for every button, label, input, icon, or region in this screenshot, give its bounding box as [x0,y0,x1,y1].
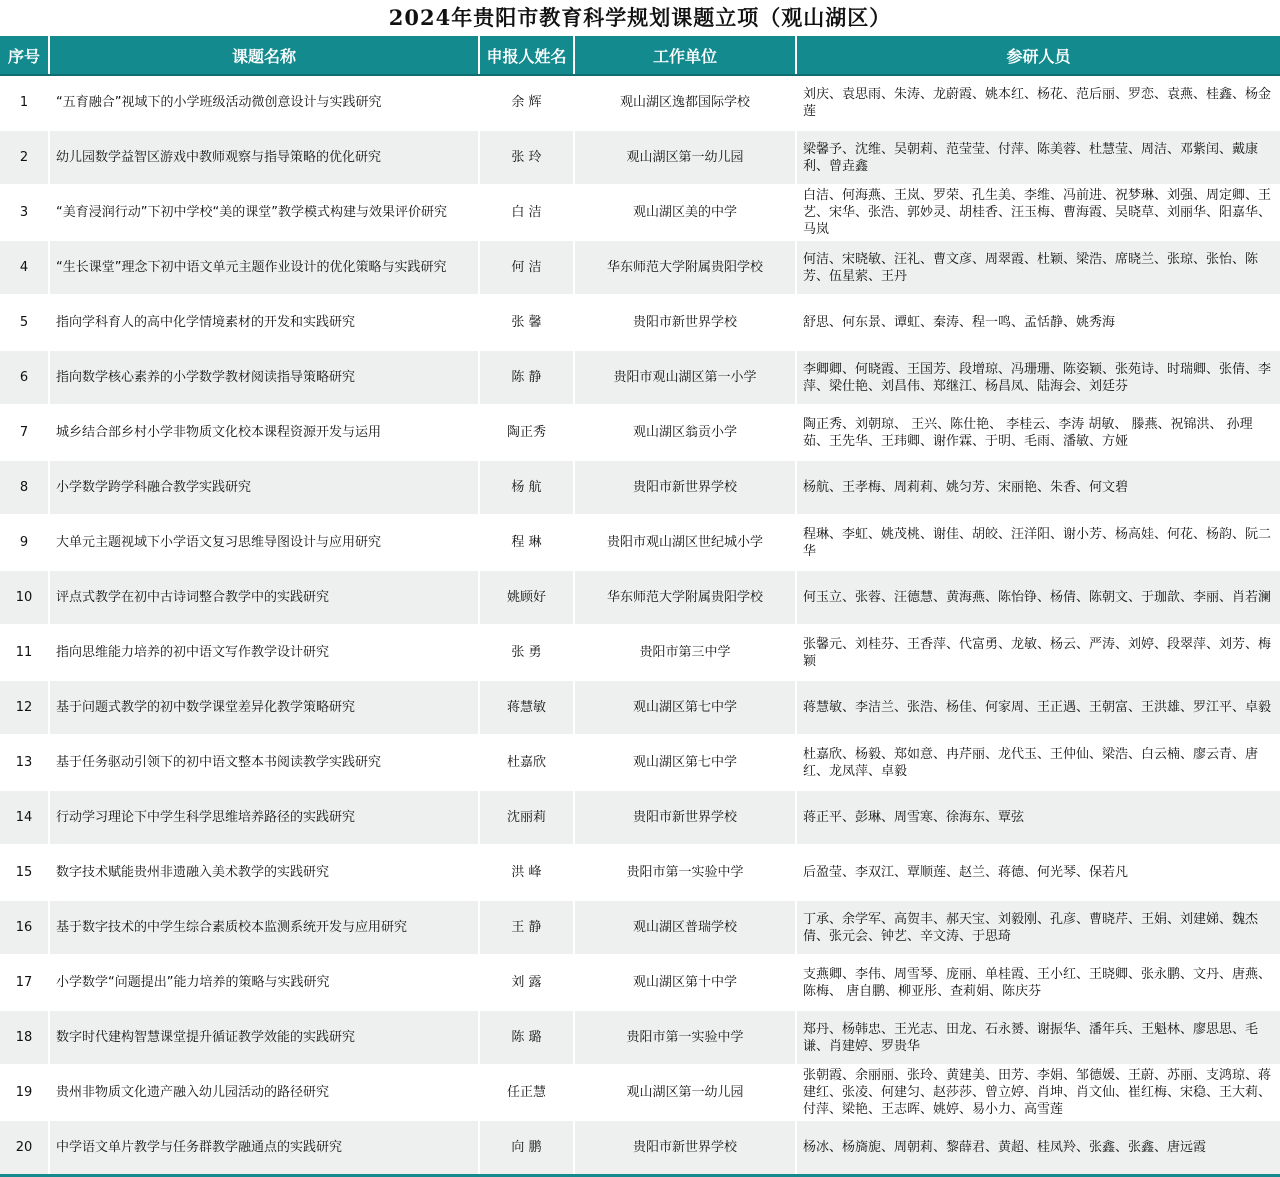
row-project-name: 大单元主题视域下小学语文复习思维导图设计与应用研究 [49,515,479,570]
row-work-unit: 观山湖区第七中学 [574,735,796,790]
row-applicant: 白 洁 [479,185,574,240]
table-row [0,130,1280,185]
row-project-name: “美育浸润行动”下初中学校“美的课堂”教学模式构建与效果评价研究 [49,185,479,240]
row-serial: 10 [0,570,49,625]
row-serial: 8 [0,460,49,515]
row-project-name: 数字技术赋能贵州非遗融入美术教学的实践研究 [49,845,479,900]
row-applicant: 沈丽莉 [479,790,574,845]
table-row [0,845,1280,900]
table-row [0,625,1280,680]
row-applicant: 杜嘉欣 [479,735,574,790]
table-row [0,900,1280,955]
row-applicant: 程 琳 [479,515,574,570]
table-row [0,460,1280,515]
column-header-work-unit: 工作单位 [574,36,796,75]
row-project-name: 城乡结合部乡村小学非物质文化校本课程资源开发与运用 [49,405,479,460]
table-row [0,735,1280,790]
row-project-name: 行动学习理论下中学生科学思维培养路径的实践研究 [49,790,479,845]
row-members: 丁承、余学军、高贺丰、郝天宝、刘毅刚、孔彦、曹晓芹、王娟、刘建娣、魏杰倩、张元会、钟艺、辛文涛、于思琦 [796,900,1280,955]
row-serial: 4 [0,240,49,295]
row-members: 何玉立、张蓉、汪德慧、黄海燕、陈怡铮、杨倩、陈朝文、于珈歆、李丽、肖若澜 [796,570,1280,625]
row-work-unit: 贵阳市新世界学校 [574,790,796,845]
page-title: 2024年贵阳市教育科学规划课题立项（观山湖区） [388,5,892,30]
row-applicant: 陶正秀 [479,405,574,460]
row-serial: 12 [0,680,49,735]
row-applicant: 陈 璐 [479,1010,574,1065]
row-serial: 14 [0,790,49,845]
row-applicant: 蒋慧敏 [479,680,574,735]
table-body [0,75,1280,1176]
row-members: 李卿卿、何晓霞、王国芳、段增琼、冯珊珊、陈姿颖、张苑诗、时瑞卿、张倩、李萍、梁仕艳、刘昌伟、郑继江、杨昌凤、陆海会、刘廷芬 [796,350,1280,405]
row-project-name: 基于任务驱动引领下的初中语文整本书阅读教学实践研究 [49,735,479,790]
row-work-unit: 华东师范大学附属贵阳学校 [574,240,796,295]
row-applicant: 洪 峰 [479,845,574,900]
row-members: 杨冰、杨旖旎、周朝莉、黎薛君、黄超、桂凤羚、张鑫、张鑫、唐远霞 [796,1120,1280,1176]
row-work-unit: 贵阳市新世界学校 [574,295,796,350]
row-serial: 19 [0,1065,49,1120]
column-header-members: 参研人员 [796,36,1280,75]
table-row [0,75,1280,130]
row-applicant: 刘 露 [479,955,574,1010]
row-members: 白洁、何海燕、王岚、罗荣、孔生美、李维、冯前进、祝梦琳、刘强、周定卿、王艺、宋华、张浩、郭妙灵、胡桂香、汪玉梅、曹海霞、吴晓草、刘丽华、阳嘉华、马岚 [796,185,1280,240]
row-members: 蒋慧敏、李洁兰、张浩、杨佳、何家周、王正遇、王朝富、王洪雄、罗江平、卓毅 [796,680,1280,735]
row-work-unit: 贵阳市观山湖区第一小学 [574,350,796,405]
row-serial: 1 [0,75,49,130]
row-applicant: 向 鹏 [479,1120,574,1176]
row-project-name: 基于数字技术的中学生综合素质校本监测系统开发与应用研究 [49,900,479,955]
row-project-name: 指向思维能力培养的初中语文写作教学设计研究 [49,625,479,680]
row-members: 杜嘉欣、杨毅、郑如意、冉芹丽、龙代玉、王仲仙、梁浩、白云楠、廖云青、唐红、龙凤萍、卓毅 [796,735,1280,790]
row-applicant: 张 勇 [479,625,574,680]
row-serial: 3 [0,185,49,240]
table-row [0,515,1280,570]
row-work-unit: 观山湖区逸都国际学校 [574,75,796,130]
row-members: 陶正秀、刘朝琼、 王兴、陈仕艳、 李桂云、李涛 胡敏、 滕燕、祝锦洪、 孙理茹、王先华、王玮卿、谢作霖、于明、毛雨、潘敏、方娅 [796,405,1280,460]
row-work-unit: 贵阳市第三中学 [574,625,796,680]
row-work-unit: 华东师范大学附属贵阳学校 [574,570,796,625]
table-row [0,1065,1280,1120]
row-work-unit: 观山湖区翁贡小学 [574,405,796,460]
row-work-unit: 观山湖区第一幼儿园 [574,1065,796,1120]
row-members: 后盈莹、李双江、覃顺莲、赵兰、蒋德、何光琴、保若凡 [796,845,1280,900]
row-work-unit: 观山湖区第七中学 [574,680,796,735]
row-members: 张朝霞、余丽丽、张玲、黄建美、田芳、李娟、邹德媛、王蔚、苏丽、支鸿琼、蒋建红、张凌、何建匀、赵莎莎、曾立婷、肖坤、肖文仙、崔红梅、宋稳、王大莉、付萍、梁艳、王志晖、姚婷、易小力、高雪莲 [796,1065,1280,1120]
table-row [0,350,1280,405]
row-members: 程琳、李虹、姚茂桃、谢佳、胡皎、汪洋阳、谢小芳、杨高娃、何花、杨韵、阮二华 [796,515,1280,570]
row-project-name: 数字时代建构智慧课堂提升循证教学效能的实践研究 [49,1010,479,1065]
row-members: 梁馨予、沈维、吴朝莉、范莹莹、付萍、陈美蓉、杜慧莹、周洁、邓紫闰、戴康利、曾垚鑫 [796,130,1280,185]
row-project-name: “五育融合”视域下的小学班级活动微创意设计与实践研究 [49,75,479,130]
row-project-name: 评点式教学在初中古诗词整合教学中的实践研究 [49,570,479,625]
row-applicant: 张 馨 [479,295,574,350]
row-serial: 18 [0,1010,49,1065]
column-header-project-name: 课题名称 [49,36,479,75]
column-header-serial: 序号 [0,36,49,75]
row-project-name: 指向数学核心素养的小学数学教材阅读指导策略研究 [49,350,479,405]
row-serial: 6 [0,350,49,405]
row-work-unit: 贵阳市新世界学校 [574,1120,796,1176]
row-project-name: 指向学科育人的高中化学情境素材的开发和实践研究 [49,295,479,350]
table-row [0,240,1280,295]
row-serial: 9 [0,515,49,570]
row-applicant: 陈 静 [479,350,574,405]
row-members: 杨航、王孝梅、周莉莉、姚匀芳、宋丽艳、朱香、何文碧 [796,460,1280,515]
table-row [0,955,1280,1010]
row-applicant: 何 洁 [479,240,574,295]
project-table [0,36,1280,1177]
row-members: 蒋正平、彭琳、周雪寒、徐海东、覃弦 [796,790,1280,845]
table-row [0,405,1280,460]
table-row [0,1120,1280,1176]
table-row [0,1010,1280,1065]
row-members: 张馨元、刘桂芬、王香萍、代富勇、龙敏、杨云、严涛、刘婷、段翠萍、刘芳、梅颖 [796,625,1280,680]
table-row [0,185,1280,240]
row-members: 郑丹、杨韩忠、王光志、田龙、石永赟、谢振华、潘年兵、王魁林、廖思思、毛谦、肖建婷、罗贵华 [796,1010,1280,1065]
table-row [0,790,1280,845]
row-applicant: 王 静 [479,900,574,955]
table-row [0,570,1280,625]
row-serial: 7 [0,405,49,460]
row-project-name: “生长课堂”理念下初中语文单元主题作业设计的优化策略与实践研究 [49,240,479,295]
row-project-name: 幼儿园数学益智区游戏中教师观察与指导策略的优化研究 [49,130,479,185]
row-applicant: 余 辉 [479,75,574,130]
row-serial: 20 [0,1120,49,1176]
row-members: 支燕卿、李伟、周雪琴、庞丽、单桂霞、王小红、王晓卿、张永鹏、文丹、唐燕、陈梅、 唐自鹏、柳亚彤、查莉娟、陈庆芬 [796,955,1280,1010]
row-serial: 2 [0,130,49,185]
row-members: 刘庆、袁思雨、朱涛、龙蔚霞、姚本红、杨花、范后丽、罗恋、袁燕、桂鑫、杨金莲 [796,75,1280,130]
row-work-unit: 观山湖区第十中学 [574,955,796,1010]
column-header-applicant: 申报人姓名 [479,36,574,75]
row-applicant: 杨 航 [479,460,574,515]
row-applicant: 任正慧 [479,1065,574,1120]
row-applicant: 姚顾好 [479,570,574,625]
row-work-unit: 贵阳市观山湖区世纪城小学 [574,515,796,570]
row-project-name: 基于问题式教学的初中数学课堂差异化教学策略研究 [49,680,479,735]
row-work-unit: 贵阳市新世界学校 [574,460,796,515]
row-project-name: 中学语文单片教学与任务群教学融通点的实践研究 [49,1120,479,1176]
row-serial: 5 [0,295,49,350]
row-serial: 17 [0,955,49,1010]
row-serial: 13 [0,735,49,790]
row-members: 何洁、宋晓敏、汪礼、曹文彦、周翠霞、杜颖、梁浩、席晓兰、张琼、张怡、陈芳、伍星萦、王丹 [796,240,1280,295]
row-project-name: 贵州非物质文化遗产融入幼儿园活动的路径研究 [49,1065,479,1120]
row-work-unit: 观山湖区普瑞学校 [574,900,796,955]
row-project-name: 小学数学“问题提出”能力培养的策略与实践研究 [49,955,479,1010]
row-serial: 16 [0,900,49,955]
row-applicant: 张 玲 [479,130,574,185]
row-members: 舒思、何东景、谭虹、秦涛、程一鸣、孟恬静、姚秀海 [796,295,1280,350]
row-work-unit: 贵阳市第一实验中学 [574,845,796,900]
row-work-unit: 观山湖区第一幼儿园 [574,130,796,185]
row-serial: 11 [0,625,49,680]
row-serial: 15 [0,845,49,900]
row-work-unit: 观山湖区美的中学 [574,185,796,240]
table-header-row [0,36,1280,75]
table-row [0,680,1280,735]
row-project-name: 小学数学跨学科融合教学实践研究 [49,460,479,515]
row-work-unit: 贵阳市第一实验中学 [574,1010,796,1065]
table-row [0,295,1280,350]
